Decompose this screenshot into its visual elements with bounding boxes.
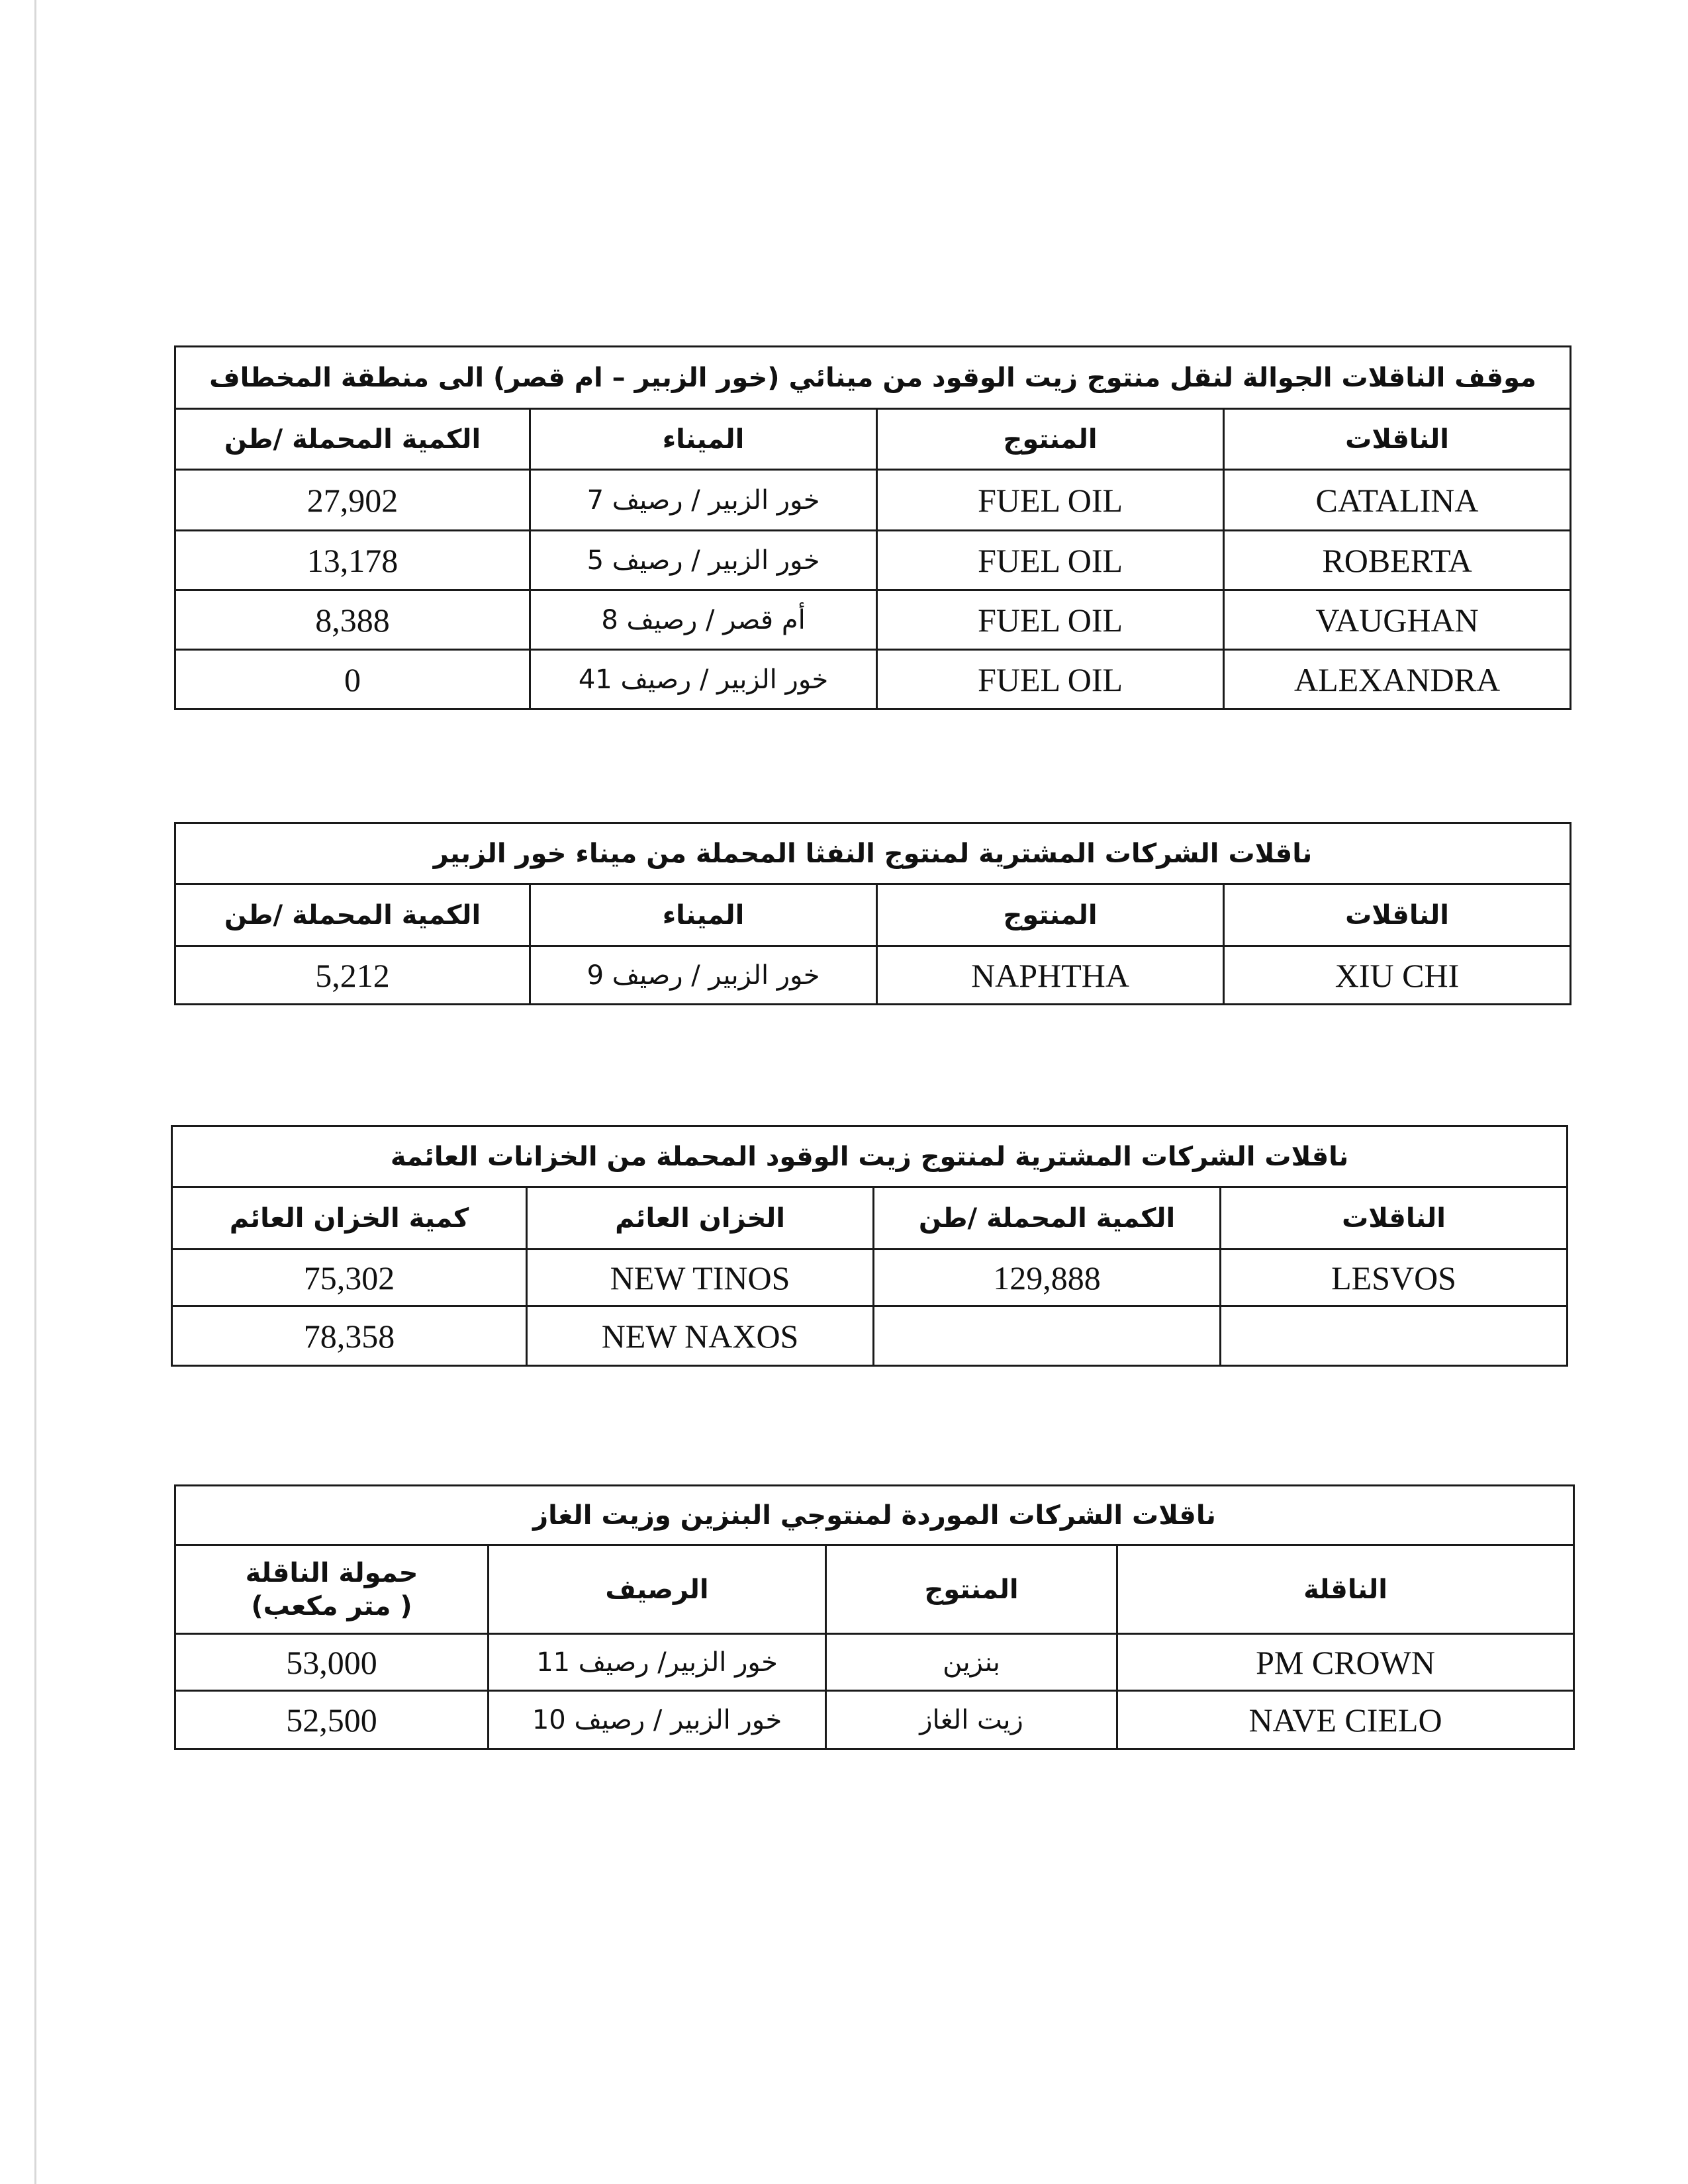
table-row xyxy=(175,531,1571,590)
table-title: ناقلات الشركات المشترية لمنتوج النفثا المحملة من ميناء خور الزبير xyxy=(175,823,1571,884)
header-loaded-quantity: الكمية المحملة /طن xyxy=(874,1187,1221,1250)
tanker-name: LESVOS xyxy=(1221,1250,1568,1306)
header-loaded-quantity: الكمية المحملة /طن xyxy=(175,409,530,470)
fuel-oil-tankers-table xyxy=(174,345,1571,710)
header-capacity-line2: ( متر مكعب) xyxy=(251,1590,412,1621)
loaded-quantity: 8,388 xyxy=(175,590,530,650)
header-tankers: الناقلات xyxy=(1224,884,1571,946)
header-product: المنتوج xyxy=(877,884,1224,946)
product: NAPHTHA xyxy=(877,946,1224,1005)
product: FUEL OIL xyxy=(877,531,1224,590)
product: FUEL OIL xyxy=(877,650,1224,709)
tanker-name: XIU CHI xyxy=(1224,946,1571,1005)
header-floating-storage: الخزان العائم xyxy=(527,1187,874,1250)
header-tanker: الناقلة xyxy=(1117,1545,1574,1634)
tanker-name: ROBERTA xyxy=(1224,531,1571,590)
table-title: ناقلات الشركات المشترية لمنتوج زيت الوقود المحملة من الخزانات العائمة xyxy=(172,1126,1568,1187)
header-tankers: الناقلات xyxy=(1221,1187,1568,1250)
berth: خور الزبير/ رصيف 11 xyxy=(489,1634,826,1691)
floating-storage-tankers-table xyxy=(171,1125,1568,1367)
header-product: المنتوج xyxy=(877,409,1224,470)
header-tanker-capacity xyxy=(175,1545,489,1634)
header-product: المنتوج xyxy=(826,1545,1117,1634)
floating-storage: NEW NAXOS xyxy=(527,1306,874,1366)
table-row xyxy=(172,1250,1568,1306)
product: FUEL OIL xyxy=(877,590,1224,650)
loaded-quantity: 13,178 xyxy=(175,531,530,590)
port: خور الزبير / رصيف 7 xyxy=(530,470,877,531)
table-row xyxy=(175,590,1571,650)
header-capacity-line1: حمولة الناقلة xyxy=(245,1557,418,1588)
gasoline-gasoil-tankers-table xyxy=(174,1484,1575,1750)
table-row xyxy=(175,1634,1574,1691)
tanker-name: VAUGHAN xyxy=(1224,590,1571,650)
tanker-name: CATALINA xyxy=(1224,470,1571,531)
header-loaded-quantity: الكمية المحملة /طن xyxy=(175,884,530,946)
tanker-capacity: 52,500 xyxy=(175,1691,489,1749)
port: خور الزبير / رصيف 9 xyxy=(530,946,877,1005)
header-port: الميناء xyxy=(530,884,877,946)
table-row xyxy=(175,1691,1574,1749)
product: زيت الغاز xyxy=(826,1691,1117,1749)
loaded-quantity: 0 xyxy=(175,650,530,709)
table-row xyxy=(175,650,1571,709)
port: أم قصر / رصيف 8 xyxy=(530,590,877,650)
table-row xyxy=(175,470,1571,531)
floating-storage-quantity: 75,302 xyxy=(172,1250,527,1306)
table-title: ناقلات الشركات الموردة لمنتوجي البنزين وزيت الغاز xyxy=(175,1486,1574,1545)
tanker-name: ALEXANDRA xyxy=(1224,650,1571,709)
header-port: الميناء xyxy=(530,409,877,470)
berth: خور الزبير / رصيف 10 xyxy=(489,1691,826,1749)
loaded-quantity: 129,888 xyxy=(874,1250,1221,1306)
tanker-name: NAVE CIELO xyxy=(1117,1691,1574,1749)
tanker-name xyxy=(1221,1306,1568,1366)
port: خور الزبير / رصيف 5 xyxy=(530,531,877,590)
tanker-capacity: 53,000 xyxy=(175,1634,489,1691)
header-tankers: الناقلات xyxy=(1224,409,1571,470)
loaded-quantity: 27,902 xyxy=(175,470,530,531)
scan-page-edge xyxy=(34,0,36,2184)
floating-storage: NEW TINOS xyxy=(527,1250,874,1306)
table-row xyxy=(172,1306,1568,1366)
loaded-quantity xyxy=(874,1306,1221,1366)
loaded-quantity: 5,212 xyxy=(175,946,530,1005)
port: خور الزبير / رصيف 41 xyxy=(530,650,877,709)
product: بنزين xyxy=(826,1634,1117,1691)
floating-storage-quantity: 78,358 xyxy=(172,1306,527,1366)
product: FUEL OIL xyxy=(877,470,1224,531)
table-row xyxy=(175,946,1571,1005)
table-title: موقف الناقلات الجوالة لنقل منتوج زيت الوقود من مينائي (خور الزبير – ام قصر) الى منطقة المخطاف xyxy=(175,347,1571,409)
naphtha-tankers-table xyxy=(174,822,1571,1005)
tanker-name: PM CROWN xyxy=(1117,1634,1574,1691)
header-berth: الرصيف xyxy=(489,1545,826,1634)
header-floating-storage-quantity: كمية الخزان العائم xyxy=(172,1187,527,1250)
